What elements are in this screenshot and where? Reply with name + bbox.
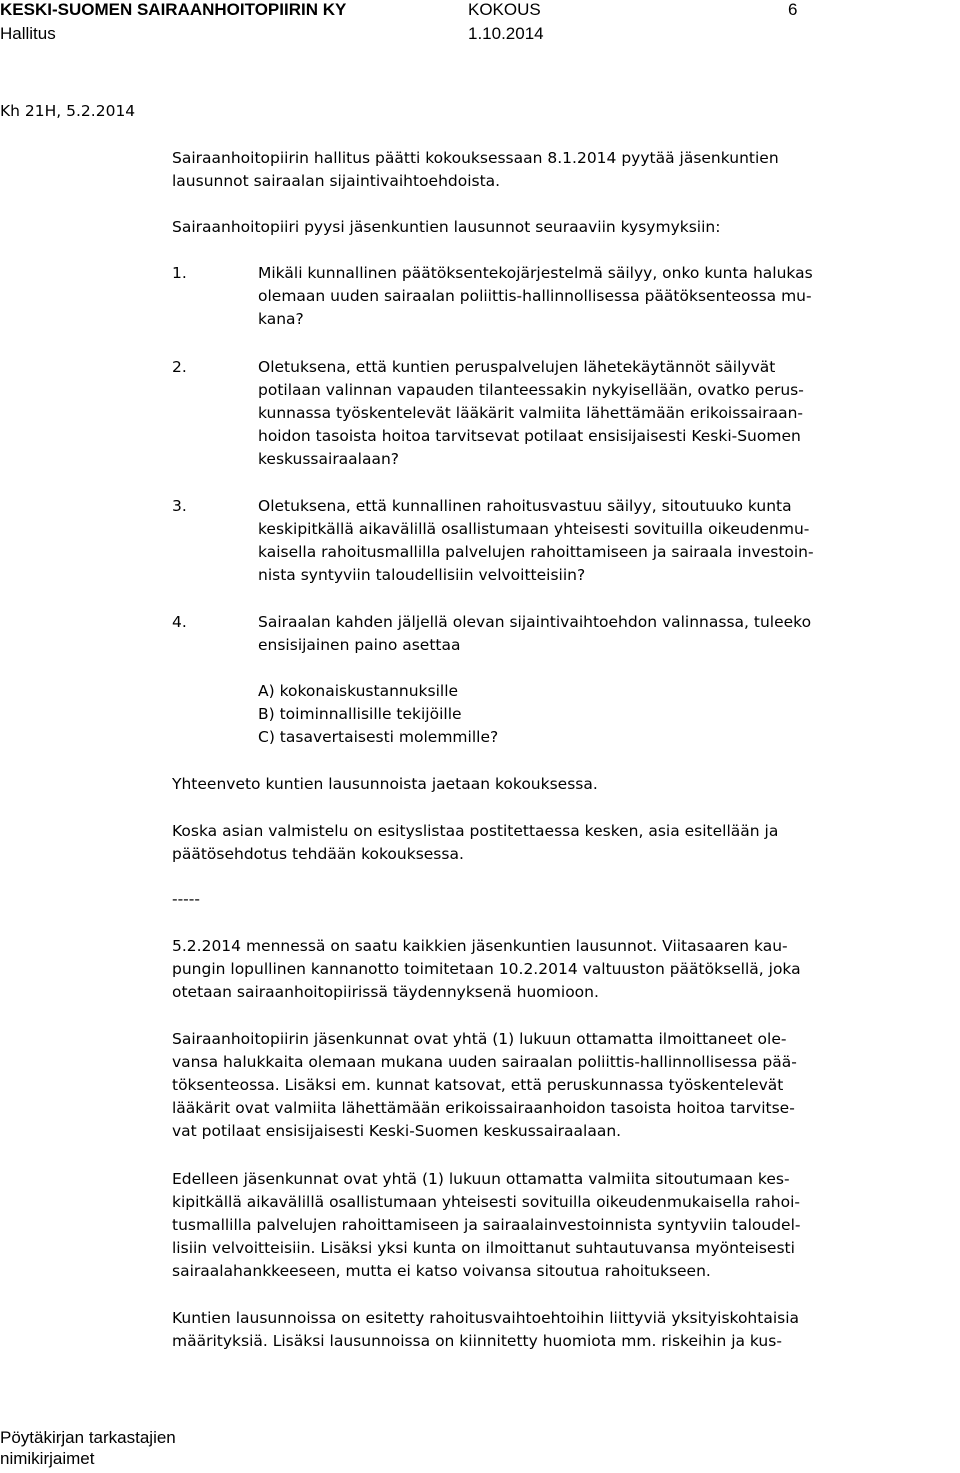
- question-line: kana?: [258, 310, 304, 328]
- intro-line: Sairaanhoitopiirin hallitus päätti kokouksessaan 8.1.2014 pyytää jäsenkuntien: [172, 149, 779, 167]
- reference-line: Kh 21H, 5.2.2014: [0, 102, 136, 120]
- paragraph-line: Edelleen jäsenkunnat ovat yhtä (1) lukuun ottamatta valmiita sitoutumaan kes-: [172, 1170, 790, 1188]
- separator: -----: [172, 890, 200, 908]
- paragraph-line: vansa halukkaita olemaan mukana uuden sairaalan poliittis-hallinnollisessa pää-: [172, 1053, 797, 1071]
- paragraph-line: töksenteossa. Lisäksi em. kunnat katsovat, että peruskunnassa työskentelevät: [172, 1076, 784, 1094]
- paragraph-line: pungin lopullinen kannanotto toimitetaan 10.2.2014 valtuuston päätöksellä, joka: [172, 960, 801, 978]
- question-lead: Sairaanhoitopiiri pyysi jäsenkuntien lausunnot seuraaviin kysymyksiin:: [172, 218, 721, 236]
- question-1-text: [258, 262, 813, 331]
- paragraph-line: sairaalahankkeeseen, mutta ei katso voivansa sitoutua rahoitukseen.: [172, 1262, 711, 1280]
- paragraph-line: lääkärit ovat valmiita lähettämään erikoissairaanhoidon tasoista hoitoa tarvitse-: [172, 1099, 795, 1117]
- organization-name: KESKI-SUOMEN SAIRAANHOITOPIIRIN KY: [0, 0, 347, 19]
- summary-line: Yhteenveto kuntien lausunnoista jaetaan kokouksessa.: [172, 775, 598, 793]
- question-4-options: [258, 680, 498, 749]
- commitment-paragraph: [172, 1168, 800, 1283]
- footer-initials-label: [0, 1427, 176, 1469]
- question-number: 4.: [172, 613, 187, 631]
- governing-body: Hallitus: [0, 24, 56, 43]
- question-2-text: [258, 356, 804, 471]
- intro-line: lausunnot sairaalan sijaintivaihtoehdoista.: [172, 172, 501, 190]
- page-number: 6: [788, 0, 798, 19]
- paragraph-line: vat potilaat ensisijaisesti Keski-Suomen keskussairaalaan.: [172, 1122, 622, 1140]
- paragraph-line: kipitkällä aikavälillä osallistumaan yhteisesti sovituilla oikeudenmukaisella rahoi-: [172, 1193, 800, 1211]
- document-type: KOKOUS: [468, 0, 541, 19]
- members-paragraph: [172, 1028, 797, 1143]
- question-4-text: [258, 611, 811, 657]
- question-number: 1.: [172, 264, 187, 282]
- question-line: ensisijainen paino asettaa: [258, 636, 461, 654]
- details-paragraph: [172, 1307, 799, 1353]
- question-number: 3.: [172, 497, 187, 515]
- question-line: olemaan uuden sairaalan poliittis-hallinnollisessa päätöksenteossa mu-: [258, 287, 812, 305]
- intro-paragraph: [172, 147, 779, 193]
- question-line: Mikäli kunnallinen päätöksentekojärjestelmä säilyy, onko kunta halukas: [258, 264, 813, 282]
- question-number: 2.: [172, 358, 187, 376]
- meeting-date: 1.10.2014: [468, 24, 544, 43]
- question-line: potilaan valinnan vapauden tilanteessakin nykyisellään, ovatko perus-: [258, 381, 804, 399]
- question-3-text: [258, 495, 814, 587]
- paragraph-line: päätösehdotus tehdään kokouksessa.: [172, 845, 464, 863]
- preparation-paragraph: [172, 820, 778, 866]
- question-line: nista syntyviin taloudellisiin velvoitteisiin?: [258, 566, 586, 584]
- question-line: Sairaalan kahden jäljellä olevan sijaintivaihtoehdon valinnassa, tuleeko: [258, 613, 812, 631]
- footer-line: Pöytäkirjan tarkastajien: [0, 1428, 176, 1447]
- option-item: B) toiminnallisille tekijöille: [258, 705, 462, 723]
- paragraph-line: lisiin velvoitteisiin. Lisäksi yksi kunta on ilmoittanut suhtautuvansa myönteisesti: [172, 1239, 795, 1257]
- question-line: hoidon tasoista hoitoa tarvitsevat potilaat ensisijaisesti Keski-Suomen: [258, 427, 801, 445]
- option-item: C) tasavertaisesti molemmille?: [258, 728, 499, 746]
- question-line: Oletuksena, että kuntien peruspalvelujen lähetekäytännöt säilyvät: [258, 358, 776, 376]
- update-paragraph: [172, 935, 801, 1004]
- question-line: keskussairaalaan?: [258, 450, 400, 468]
- paragraph-line: otetaan sairaanhoitopiirissä täydennyksenä huomioon.: [172, 983, 599, 1001]
- question-line: kaisella rahoitusmallilla palvelujen rahoittamiseen ja sairaala investoin-: [258, 543, 814, 561]
- question-line: Oletuksena, että kunnallinen rahoitusvastuu säilyy, sitoutuuko kunta: [258, 497, 792, 515]
- paragraph-line: Sairaanhoitopiirin jäsenkunnat ovat yhtä (1) lukuun ottamatta ilmoittaneet ole-: [172, 1030, 787, 1048]
- paragraph-line: Kuntien lausunnoissa on esitetty rahoitusvaihtoehtoihin liittyviä yksityiskohtaisia: [172, 1309, 800, 1327]
- paragraph-line: määrityksiä. Lisäksi lausunnoissa on kiinnitetty huomiota mm. riskeihin ja kus-: [172, 1332, 782, 1350]
- paragraph-line: Koska asian valmistelu on esityslistaa postitettaessa kesken, asia esitellään ja: [172, 822, 779, 840]
- option-item: A) kokonaiskustannuksille: [258, 682, 459, 700]
- paragraph-line: 5.2.2014 mennessä on saatu kaikkien jäsenkuntien lausunnot. Viitasaaren kau-: [172, 937, 788, 955]
- paragraph-line: tusmallilla palvelujen rahoittamiseen ja sairaalainvestoinnista syntyviin taloudel-: [172, 1216, 801, 1234]
- footer-line: nimikirjaimet: [0, 1449, 95, 1468]
- question-line: keskipitkällä aikavälillä osallistumaan yhteisesti sovituilla oikeudenmu-: [258, 520, 810, 538]
- question-line: kunnassa työskentelevät lääkärit valmiita lähettämään erikoissairaan-: [258, 404, 803, 422]
